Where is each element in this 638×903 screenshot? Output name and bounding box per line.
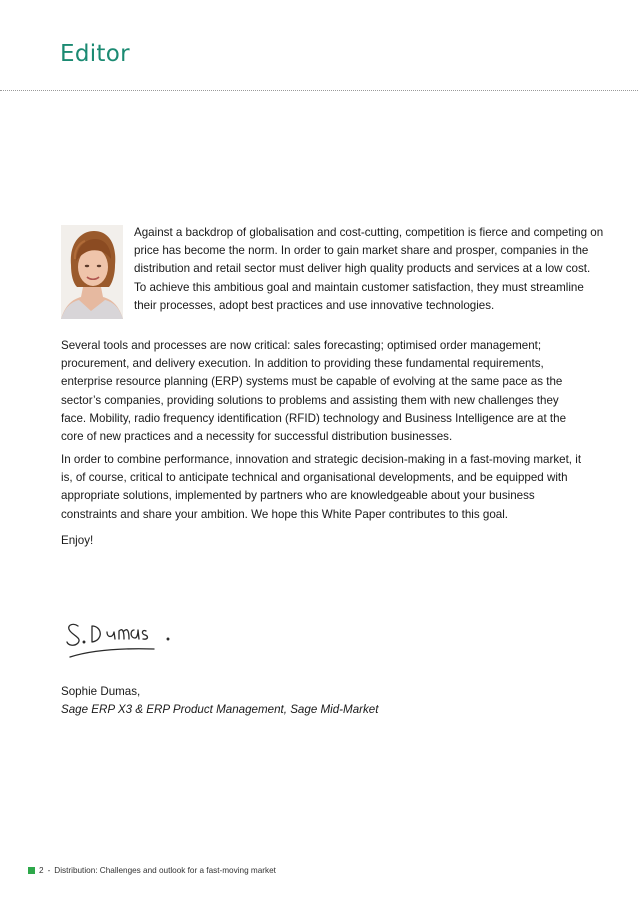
footer-separator: - xyxy=(47,865,51,875)
closing-line: Enjoy! xyxy=(61,534,94,547)
page-title: Editor xyxy=(60,41,130,67)
signatory-name: Sophie Dumas, xyxy=(61,685,141,698)
intro-paragraph: Against a backdrop of globalisation and cost-cutting, competition is fierce and competing on price has become the norm. In order to gain market share and prosper, companies in the distribution and retail sector must deliver high quality products and services at a low cost. To achieve this ambitious goal and maintain customer satisfaction, they must streamline their processes, adopt best practices and use innovative technologies. xyxy=(134,226,604,312)
author-portrait xyxy=(61,225,123,319)
signatory-role: Sage ERP X3 & ERP Product Management, Sage Mid-Market xyxy=(61,703,379,716)
page-number: 2 xyxy=(39,865,44,875)
handwritten-signature xyxy=(62,612,182,668)
footer-marker xyxy=(28,867,35,874)
body-paragraph: In order to combine performance, innovation and strategic decision-making in a fast-moving market, it is, of course, critical to anticipate technical and organisational developments, and be equipped with appropriate solutions, implemented by partners who are knowledgeable about your business constraints and share your ambition. We hope this White Paper contributes to this goal. xyxy=(61,453,582,521)
body-paragraph: Several tools and processes are now critical: sales forecasting; optimised order management; procurement, and delivery execution. In addition to providing these fundamental requirements, enterprise resource planning (ERP) systems must be capable of evolving at the same pace as the sector’s companies, providing solutions to problems and assisting them with new challenges they face. Mobility, radio frequency identification (RFID) technology and Business Intelligence are at the core of new practices and a necessity for successful distribution businesses. xyxy=(61,339,567,444)
page-footer xyxy=(28,864,276,876)
header-divider xyxy=(0,90,638,91)
footer-text: Distribution: Challenges and outlook for a fast-moving market xyxy=(54,865,276,875)
